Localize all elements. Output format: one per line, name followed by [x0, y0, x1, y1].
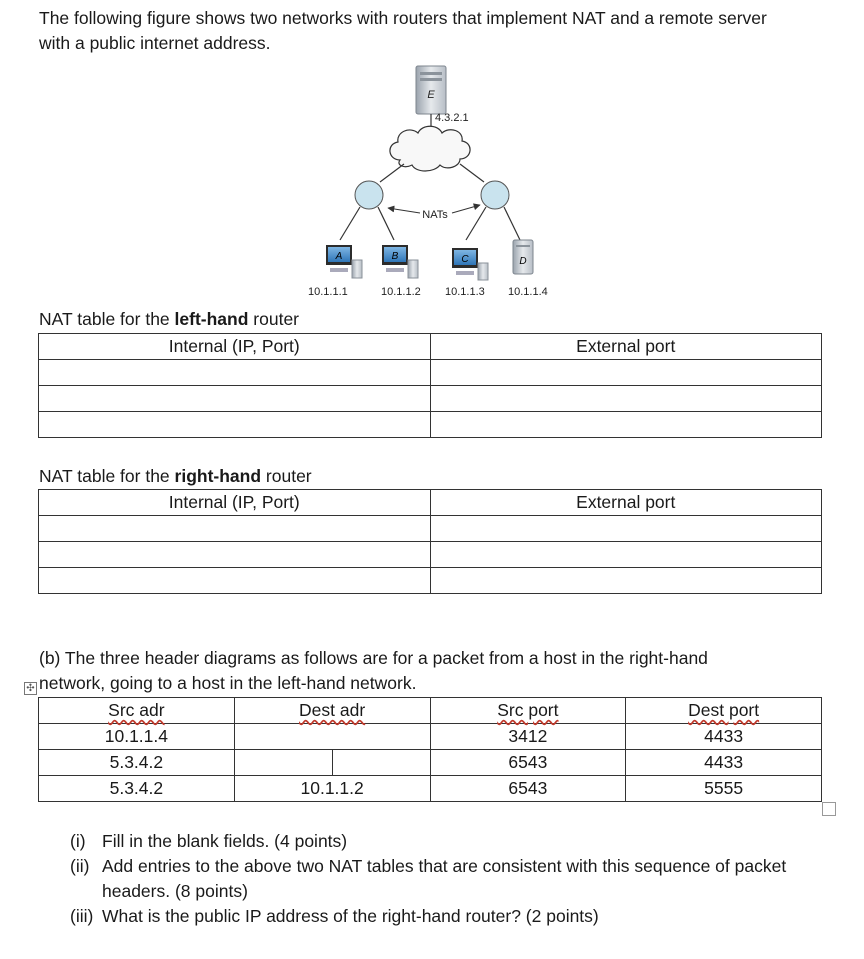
intro-line-2: with a public internet address. [39, 33, 271, 53]
host-b-label: B [391, 251, 399, 262]
table-header-row [39, 698, 822, 724]
question-item: (i) Fill in the blank fields. (4 points) [70, 831, 348, 851]
host-a-label: A [335, 251, 343, 262]
cell-dst-blank[interactable] [234, 724, 430, 750]
table-row [39, 724, 822, 750]
intro-line-1: The following figure shows two networks with routers that implement NAT and a remote server [39, 8, 767, 28]
cell-dst-blank-right[interactable] [333, 750, 430, 775]
cell-src: 5.3.4.2 [39, 750, 235, 776]
server-e-icon [416, 66, 446, 114]
nat-left-title: NAT table for the left-hand router [39, 309, 299, 329]
question-item: (iii) What is the public IP address of the right-hand router? (2 points) [70, 906, 599, 926]
table-cell[interactable] [39, 542, 431, 568]
cell-dst-blank-left[interactable] [235, 750, 333, 775]
cell-sport: 6543 [430, 776, 626, 802]
table-row [39, 568, 822, 594]
host-a-icon [326, 245, 362, 278]
packet-header-table [38, 697, 822, 802]
nat-right-title-bold: right-hand [174, 466, 262, 486]
col-external: External port [430, 334, 822, 360]
table-cell[interactable] [430, 516, 822, 542]
table-cell[interactable] [430, 568, 822, 594]
table-cell[interactable] [39, 386, 431, 412]
table-row [39, 516, 822, 542]
host-d-label: D [519, 256, 527, 267]
table-row [39, 542, 822, 568]
table-cell[interactable] [430, 542, 822, 568]
table-cell[interactable] [430, 360, 822, 386]
cell-dport: 4433 [626, 724, 822, 750]
table-row [39, 386, 822, 412]
host-a-ip: 10.1.1.1 [308, 286, 348, 298]
nats-label: NATs [422, 209, 448, 221]
left-router-icon [355, 181, 383, 209]
table-cell[interactable] [430, 386, 822, 412]
table-row [39, 776, 822, 802]
nat-table-left [38, 333, 822, 438]
col-external: External port [430, 490, 822, 516]
table-header-row [39, 490, 822, 516]
table-resize-handle-icon[interactable] [822, 802, 836, 816]
part-b-text [39, 646, 708, 696]
question-list [70, 829, 830, 929]
host-b-icon [382, 245, 418, 278]
col-src-adr: Src adr [39, 698, 235, 724]
table-row [39, 360, 822, 386]
intro-text [39, 6, 767, 56]
table-cell[interactable] [430, 412, 822, 438]
question-item: (ii) Add entries to the above two NAT tables that are consistent with this sequence of packet headers. (8 points) [70, 856, 787, 901]
right-router-icon [481, 181, 509, 209]
internet-cloud-icon [390, 126, 470, 171]
table-cell[interactable] [39, 568, 431, 594]
nat-table-right [38, 489, 822, 594]
host-c-label: C [461, 254, 469, 265]
cell-src: 5.3.4.2 [39, 776, 235, 802]
host-d-ip: 10.1.1.4 [508, 286, 548, 298]
col-dest-adr: Dest adr [234, 698, 430, 724]
part-b-line-1: (b) The three header diagrams as follows are for a packet from a host in the right-hand [39, 648, 708, 668]
cell-dst: 10.1.1.2 [234, 776, 430, 802]
col-internal: Internal (IP, Port) [39, 490, 431, 516]
col-internal: Internal (IP, Port) [39, 334, 431, 360]
table-cell[interactable] [39, 360, 431, 386]
host-c-icon [452, 248, 488, 280]
table-header-row [39, 334, 822, 360]
cell-dst-split-blank[interactable] [234, 750, 430, 776]
part-b-line-2: network, going to a host in the left-hand network. [39, 673, 417, 693]
nat-right-title: NAT table for the right-hand router [39, 466, 312, 486]
col-src-port: Src port [430, 698, 626, 724]
table-row [39, 412, 822, 438]
host-d-icon [513, 240, 533, 274]
table-row [39, 750, 822, 776]
table-cell[interactable] [39, 516, 431, 542]
server-ip-label: 4.3.2.1 [435, 112, 469, 124]
cell-dport: 4433 [626, 750, 822, 776]
network-figure [290, 60, 580, 305]
server-label: E [427, 89, 435, 101]
host-b-ip: 10.1.1.2 [381, 286, 421, 298]
nat-left-title-bold: left-hand [174, 309, 249, 329]
table-move-handle-icon[interactable]: ✣ [24, 682, 37, 695]
cell-dport: 5555 [626, 776, 822, 802]
col-dest-port: Dest port [626, 698, 822, 724]
table-cell[interactable] [39, 412, 431, 438]
host-c-ip: 10.1.1.3 [445, 286, 485, 298]
cell-sport: 3412 [430, 724, 626, 750]
cell-sport: 6543 [430, 750, 626, 776]
cell-src: 10.1.1.4 [39, 724, 235, 750]
